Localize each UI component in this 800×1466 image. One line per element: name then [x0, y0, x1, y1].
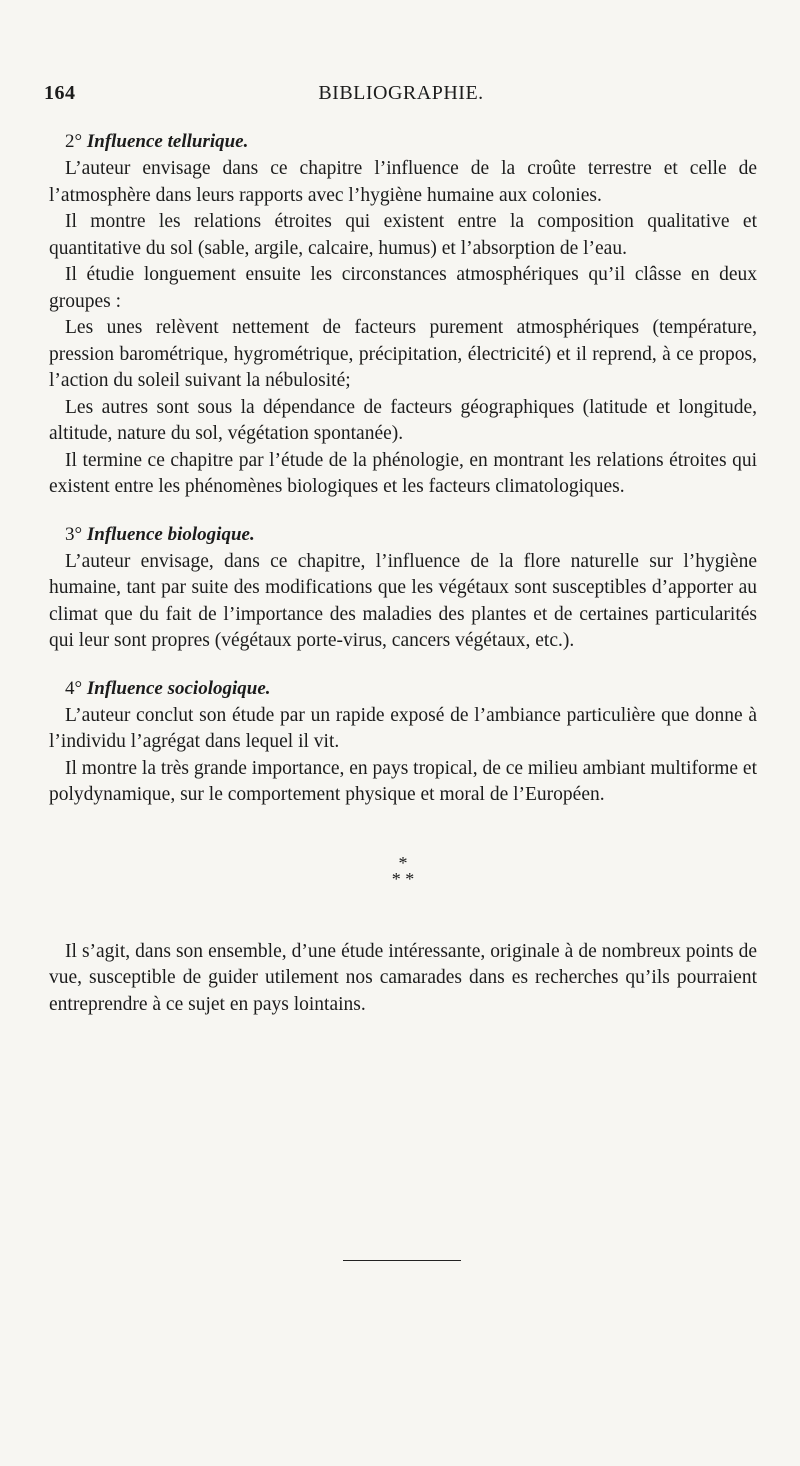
- section-influence-biologique: [49, 521, 757, 655]
- page-header: [44, 82, 758, 112]
- section-title: Influence sociologique.: [86, 677, 271, 699]
- paragraph: Il montre la très grande importance, en pays tropical, de ce milieu ambiant multiforme et polydynamique, sur le comportement physique et moral de l’Européen.: [49, 757, 758, 805]
- section-title: Influence biologique.: [86, 523, 255, 545]
- paragraph: Il étudie longuement ensuite les circonstances atmosphériques qu’il clâsse en deux groupes :: [49, 264, 757, 312]
- paragraph: Les autres sont sous la dépendance de facteurs géographiques (latitude et longitude, altitude, nature du sol, végétation spontanée).: [49, 396, 757, 444]
- section-heading: [49, 521, 757, 549]
- section-number: 4°: [65, 677, 83, 699]
- paragraph: Il montre les relations étroites qui existent entre la composition qualitative et quantitative du sol (sable, argile, calcaire, humus) et l’absorption de l’eau.: [49, 211, 757, 259]
- section-number: 3°: [65, 523, 83, 545]
- section-heading: [49, 675, 757, 703]
- running-title: BIBLIOGRAPHIE.: [318, 82, 484, 104]
- section-heading: [49, 128, 757, 156]
- paragraph: Les unes relèvent nettement de facteurs purement atmosphériques (température, pression barométrique, hygrométrique, précipitation, électricité) et il reprend, à ce propos, l’action du soleil suivant la nébulosité;: [49, 317, 757, 391]
- paragraph: L’auteur conclut son étude par un rapide exposé de l’ambiance particulière que donne à l’individu l’agrégat dans lequel il vit.: [49, 704, 757, 752]
- asterism-ornament: [49, 852, 757, 889]
- section-title: Influence tellurique.: [86, 131, 249, 152]
- conclusion-paragraph: Il s’agit, dans son ensemble, d’une étude intéressante, originale à de nombreux points de vue, susceptible de guider utilement nos camarades dans es recherches qu’ils pourraient entreprendre à ce sujet en pays lointains.: [49, 940, 757, 1015]
- section-influence-tellurique: [49, 128, 757, 501]
- page-content: [49, 128, 757, 1018]
- paragraph: L’auteur envisage, dans ce chapitre, l’influence de la flore naturelle sur l’hygiène humaine, tant par suite des modifications que les végétaux sont susceptibles d’apporter au climat que du fait de l’importance des maladies des plantes et de certaines particularités qui leur sont propres (végétaux porte-virus, cancers végétaux, etc.).: [49, 550, 757, 651]
- page-number: 164: [44, 82, 76, 104]
- section-influence-sociologique: [49, 675, 757, 809]
- asterism-bottom: * *: [391, 868, 415, 889]
- paragraph: Il termine ce chapitre par l’étude de la phénologie, en montrant les relations étroites qui existent entre les phénomènes biologiques et les facteurs climatologiques.: [49, 449, 757, 497]
- paragraph: L’auteur envisage dans ce chapitre l’influence de la croûte terrestre et celle de l’atmosphère dans leurs rapports avec l’hygiène humaine aux colonies.: [49, 158, 757, 206]
- closing-rule: [343, 1260, 461, 1261]
- section-number: 2°: [65, 131, 83, 152]
- conclusion: [49, 939, 757, 1019]
- asterism-top: *: [398, 852, 408, 873]
